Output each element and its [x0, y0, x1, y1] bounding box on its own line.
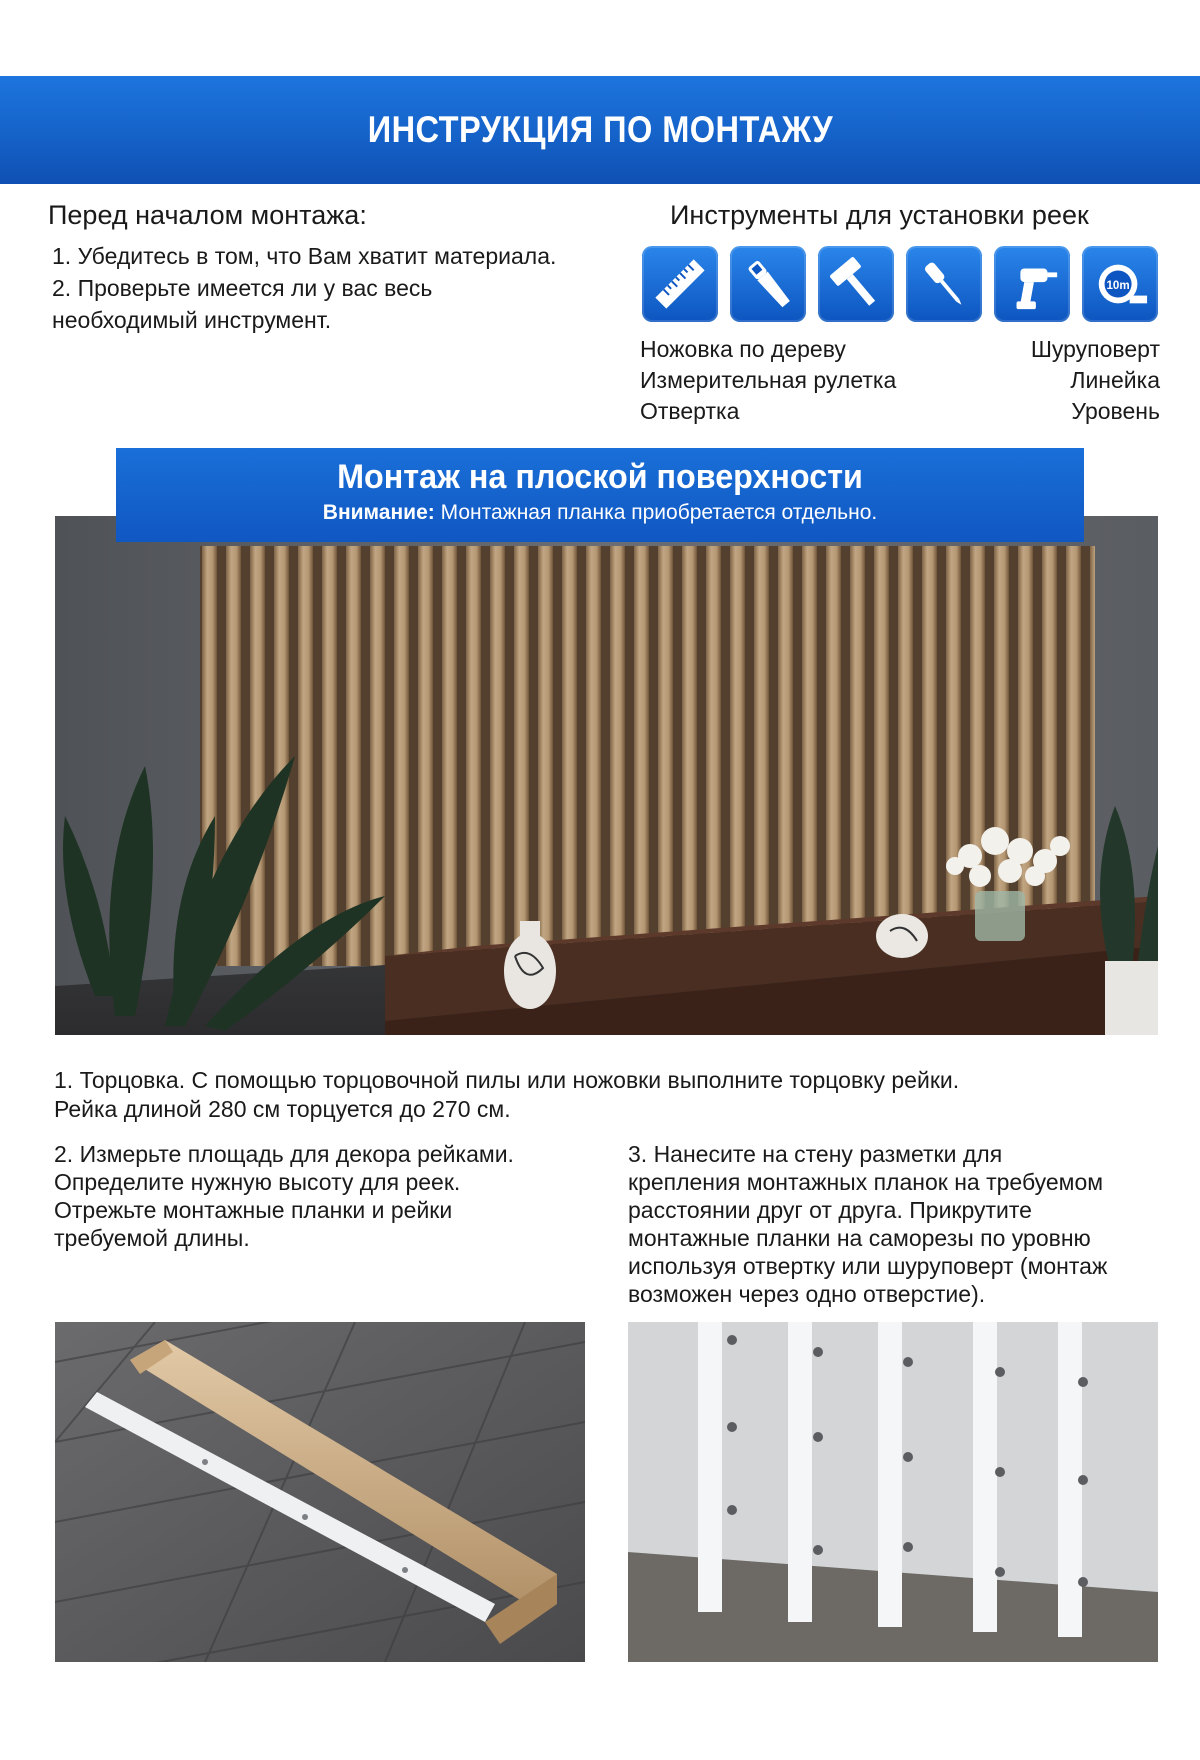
- tool-name: Измерительная рулетка: [640, 367, 897, 393]
- step-line: Рейка длиной 280 см торцуется до 270 см.: [54, 1096, 511, 1122]
- step-3-text: [628, 1140, 1168, 1308]
- step-line: требуемой длины.: [54, 1225, 250, 1251]
- section-banner: [116, 448, 1084, 542]
- tool-name: Отвертка: [640, 398, 740, 424]
- tool-name: Линейка: [1070, 367, 1160, 393]
- note-label: Внимание:: [322, 501, 435, 524]
- hammer-icon: [818, 246, 894, 322]
- prep-list: [52, 240, 632, 336]
- tools-list-left: [640, 334, 896, 427]
- tape-label: 10m: [1106, 278, 1130, 292]
- step-line: используя отвертку или шуруповерт (монтаж: [628, 1253, 1108, 1279]
- prep-title: Перед началом монтажа:: [48, 200, 367, 230]
- tools-title: Инструменты для установки реек: [670, 200, 1089, 230]
- tape-measure-icon: [1082, 246, 1158, 322]
- screwdriver-icon: [906, 246, 982, 322]
- header-banner: [0, 76, 1200, 184]
- step-line: монтажные планки на саморезы по уровню: [628, 1225, 1091, 1251]
- note-text: Монтажная планка приобретается отдельно.: [434, 501, 878, 524]
- prep-item: необходимый инструмент.: [52, 307, 332, 333]
- photo-mounting-strips-on-wall: [628, 1322, 1158, 1662]
- step-line: 1. Торцовка. С помощью торцовочной пилы или ножовки выполните торцовку рейки.: [54, 1067, 960, 1093]
- step-line: Определите нужную высоту для реек.: [54, 1169, 461, 1195]
- drill-icon: [994, 246, 1070, 322]
- tools-icon-row: [642, 246, 1162, 322]
- tool-name: Ножовка по дереву: [640, 336, 846, 362]
- page-title: ИНСТРУКЦИЯ ПО МОНТАЖУ: [367, 109, 833, 150]
- step-line: крепления монтажных планок на требуемом: [628, 1169, 1104, 1195]
- step-line: Отрежьте монтажные планки и рейки: [54, 1197, 453, 1223]
- prep-item: 2. Проверьте имеется ли у вас весь: [52, 275, 433, 301]
- hero-photo-slat-wall: [55, 516, 1158, 1035]
- step-line: расстоянии друг от друга. Прикрутите: [628, 1197, 1032, 1223]
- step-line: 3. Нанесите на стену разметки для: [628, 1141, 1003, 1167]
- step-line: возможен через одно отверстие).: [628, 1281, 986, 1307]
- tool-name: Шуруповерт: [1030, 336, 1160, 362]
- step-2-text: [54, 1140, 584, 1252]
- section-title: Монтаж на плоской поверхности: [337, 458, 863, 496]
- prep-item: 1. Убедитесь в том, что Вам хватит материала.: [52, 243, 557, 269]
- step-line: 2. Измерьте площадь для декора рейками.: [54, 1141, 514, 1167]
- photo-slat-and-mounting-strip: [55, 1322, 585, 1662]
- ruler-icon: [642, 246, 718, 322]
- tool-name: Уровень: [1071, 398, 1160, 424]
- tools-list-right: [1031, 334, 1160, 427]
- saw-icon: [730, 246, 806, 322]
- section-note: [116, 501, 1084, 525]
- step-1-text: [54, 1066, 1154, 1124]
